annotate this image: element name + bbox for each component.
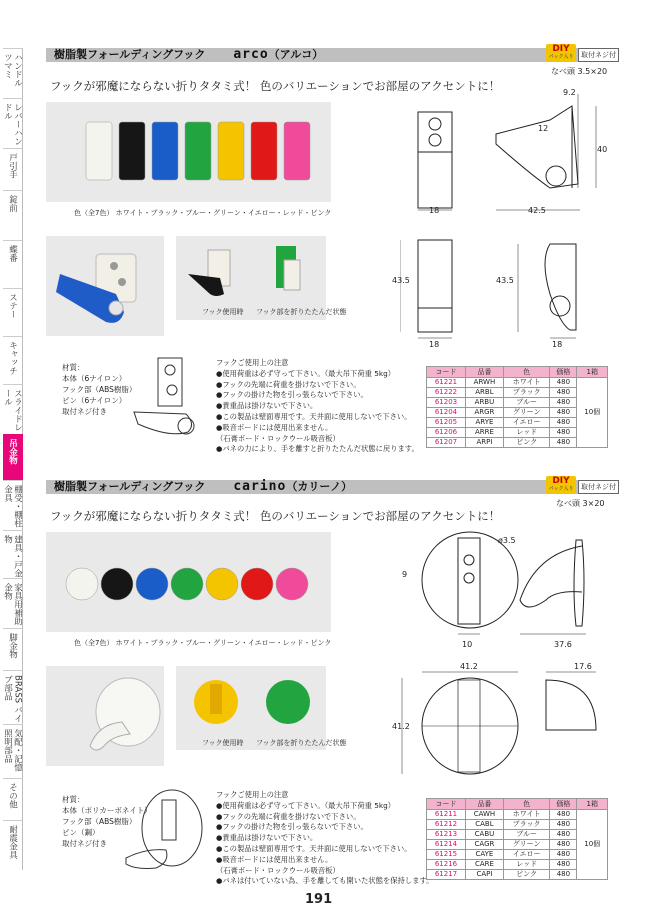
screw-size: なべ頭 3×20 [556, 499, 605, 508]
exploded-drawing [130, 352, 210, 448]
price-cell: 480 [550, 408, 577, 418]
part-number-cell: CAYE [465, 850, 503, 860]
color-swatch [86, 122, 112, 180]
code-cell: 61215 [427, 850, 466, 860]
code-cell: 61222 [427, 388, 466, 398]
use-caption: フック使用時 [202, 739, 244, 747]
part-number-cell: ARBL [465, 388, 503, 398]
sidebar-tab-pull[interactable]: 戸引手 [3, 148, 23, 190]
product-name: arco [233, 47, 269, 62]
diy-badge: DIY パック入り [546, 476, 576, 494]
section-header-carino [46, 480, 590, 494]
sidebar-tab-legs[interactable]: 脚金物 [3, 628, 23, 670]
part-number-cell: CAPI [465, 870, 503, 880]
section-header-arco [46, 48, 590, 62]
color-swatch [101, 568, 133, 600]
part-number-cell: CARE [465, 860, 503, 870]
box-qty-cell: 10個 [577, 378, 608, 448]
sidebar-tab-seismic[interactable]: 耐震金具 [3, 820, 23, 870]
color-swatch [276, 568, 308, 600]
usage-notes: フックご使用上の注意 ●使用荷重は必ず守って下さい。（最大吊下荷重 5kg） ●フックの先端に荷重を掛けないで下さい。 ●フックの掛けた物を引っ張らないで下さい。 ●貴重品は掛けないで下さい。 ●この製品は壁面専用です。天井面に使用しないで下さい。 ●吸音ボードには使用出来ません。 （石膏ボード・ロックウール吸音板） ●バネの力により、手を離すと折りたたんだ状態に戻ります。 [216, 358, 419, 454]
page-number: 191 [305, 892, 333, 907]
color-cell: ピンク [503, 870, 549, 880]
code-cell: 61214 [427, 840, 466, 850]
color-swatch [136, 568, 168, 600]
material-list: 材質： 本体（ポリカーボネイト） フック部（ABS樹脂） ピン（鋼） 取付ネジ付き [62, 795, 152, 848]
sidebar-tab-furniture[interactable]: 家具用補助金物 [3, 578, 23, 628]
color-cell: ホワイト [503, 378, 549, 388]
dim-18-side: 18 [552, 340, 563, 349]
dim-12: 12 [538, 124, 549, 133]
color-cell: ブルー [503, 398, 549, 408]
dim-9-2: 9.2 [563, 88, 576, 97]
code-cell: 61217 [427, 870, 466, 880]
dim-18-top: 18 [429, 206, 440, 215]
part-number-cell: ARPI [465, 438, 503, 448]
color-cell: レッド [503, 428, 549, 438]
product-tagline: フックが邪魔にならない折りタタミ式！ 色のバリエーションでお部屋のアクセントに！ [50, 509, 501, 523]
diy-badge: DIY パック入り [546, 44, 576, 62]
code-cell: 61203 [427, 398, 466, 408]
carino-swatches [46, 532, 331, 632]
dim-43-5-side: 43.5 [496, 276, 514, 285]
part-number-cell: ARYE [465, 418, 503, 428]
color-swatch [284, 122, 310, 180]
dim-41-2-height: 41.2 [392, 722, 410, 731]
part-number-cell: CABL [465, 820, 503, 830]
fold-caption: フック部を折りたたんだ状態 [256, 308, 347, 316]
part-number-cell: ARRE [465, 428, 503, 438]
price-cell: 480 [550, 438, 577, 448]
code-cell: 61211 [427, 810, 466, 820]
sidebar-tab-hanging[interactable]: 吊金物 [3, 434, 23, 480]
screw-included-tag: 取付ネジ付 [578, 48, 619, 62]
sidebar-tab-lock[interactable]: 錠前 [3, 190, 23, 240]
price-cell: 480 [550, 820, 577, 830]
carino-dimension-drawing [396, 530, 606, 780]
color-cell: ホワイト [503, 810, 549, 820]
code-cell: 61206 [427, 428, 466, 438]
hook-photo-open [46, 666, 164, 766]
colors-caption: 色（全7色） ホワイト・ブラック・ブルー・グリーン・イエロー・レッド・ピンク [74, 209, 332, 217]
screw-size: なべ頭 3.5×20 [551, 67, 608, 76]
price-cell: 480 [550, 810, 577, 820]
price-cell: 480 [550, 850, 577, 860]
colors-caption: 色（全7色） ホワイト・ブラック・ブルー・グリーン・イエロー・レッド・ピンク [74, 639, 332, 647]
color-cell: ブラック [503, 388, 549, 398]
arco-dimension-drawing [400, 84, 610, 346]
color-swatch [206, 568, 238, 600]
part-number-cell: CABU [465, 830, 503, 840]
part-number-cell: CAWH [465, 810, 503, 820]
fold-caption: フック部を折りたたんだ状態 [256, 739, 347, 747]
sidebar-tab-other[interactable]: その他 [3, 778, 23, 820]
color-cell: レッド [503, 860, 549, 870]
color-swatch [119, 122, 145, 180]
product-name: carino [233, 479, 287, 494]
section-title: 樹脂製フォールディングフック [54, 480, 206, 493]
dim-18-front: 18 [429, 340, 440, 349]
sidebar-tab-handle[interactable]: ハンドル ツマミ [3, 48, 23, 98]
hook-photo-open [46, 236, 164, 336]
dim-40: 40 [597, 145, 608, 154]
price-cell: 480 [550, 398, 577, 408]
color-cell: イエロー [503, 418, 549, 428]
sidebar-tab-catch[interactable]: キャッチ [3, 336, 23, 384]
box-qty-cell: 10個 [577, 810, 608, 880]
color-swatch [152, 122, 178, 180]
dim-37-6: 37.6 [554, 640, 572, 649]
table-row [427, 378, 608, 388]
sidebar-tab-slide-rail[interactable]: スライドレール [3, 384, 23, 434]
sidebar-tab-lighting[interactable]: 気配・記憶 照明部品 [3, 724, 23, 778]
product-kana: （カリーノ） [286, 480, 353, 493]
exploded-drawing [116, 784, 206, 880]
price-cell: 480 [550, 428, 577, 438]
section-title: 樹脂製フォールディングフック [54, 48, 206, 61]
sidebar-tab-door[interactable]: 建具・戸金物 [3, 530, 23, 578]
code-cell: 61216 [427, 860, 466, 870]
sidebar-tab-lever[interactable]: レバーハンドル [3, 98, 23, 148]
code-cell: 61207 [427, 438, 466, 448]
color-cell: ピンク [503, 438, 549, 448]
sidebar-tab-shelf[interactable]: 棚受・棚柱金具 [3, 480, 23, 530]
code-cell: 61213 [427, 830, 466, 840]
price-cell: 480 [550, 378, 577, 388]
price-cell: 480 [550, 830, 577, 840]
table-row [427, 810, 608, 820]
color-variation-photo [46, 102, 331, 202]
price-cell: 480 [550, 840, 577, 850]
color-cell: イエロー [503, 850, 549, 860]
part-number-cell: CAGR [465, 840, 503, 850]
product-tagline: フックが邪魔にならない折りタタミ式！ 色のバリエーションでお部屋のアクセントに！ [50, 79, 501, 93]
price-cell: 480 [550, 860, 577, 870]
material-list: 材質： 本体（6ナイロン） フック部（ABS樹脂） ピン（6ナイロン） 取付ネジ付き [62, 363, 137, 416]
part-number-cell: ARGR [465, 408, 503, 418]
usage-notes: フックご使用上の注意 ●使用荷重は必ず守って下さい。（最大吊下荷重 5kg） ●フックの先端に荷重を掛けないで下さい。 ●フックの掛けた物を引っ張らないで下さい。 ●貴重品は掛けないで下さい。 ●この製品は壁面専用です。天井面に使用しないで下さい。 ●吸音ボードには使用出来ません。 （石膏ボード・ロックウール吸音板） ●バネは付いていない為、手を離しても開いた状態を保持します。 [216, 790, 434, 886]
sidebar-tab-stay[interactable]: ステー [3, 288, 23, 336]
code-cell: 61204 [427, 408, 466, 418]
dim-hole-3-5: ø3.5 [498, 536, 516, 545]
carino-product-table: コード 品番 色 価格 1箱 61211 CAWH ホワイト 480 10個 61212 CABL ブラック 480 61213 CABU ブルー 480 61214 CAGR グリーン 480 61215 CAYE イエロー 480 61216 CARE レッド 480 61217 CAPI ピンク 480 [426, 798, 608, 880]
color-swatch [185, 122, 211, 180]
screw-included-tag: 取付ネジ付 [578, 480, 619, 494]
dim-10: 10 [462, 640, 473, 649]
color-variation-photo [46, 532, 331, 632]
dim-42-5: 42.5 [528, 206, 546, 215]
part-number-cell: ARWH [465, 378, 503, 388]
price-cell: 480 [550, 388, 577, 398]
color-swatch [171, 568, 203, 600]
color-cell: ブラック [503, 820, 549, 830]
dim-41-2-width: 41.2 [460, 662, 478, 671]
color-swatch [218, 122, 244, 180]
dim-9: 9 [402, 570, 408, 579]
color-swatch [251, 122, 277, 180]
arco-swatches [46, 102, 331, 202]
part-number-cell: ARBU [465, 398, 503, 408]
price-cell: 480 [550, 418, 577, 428]
color-cell: グリーン [503, 840, 549, 850]
sidebar-tab-hinge[interactable]: 蝶番 [3, 240, 23, 288]
sidebar-index [0, 40, 24, 900]
color-swatch [241, 568, 273, 600]
product-kana: （アルコ） [268, 48, 324, 61]
code-cell: 61212 [427, 820, 466, 830]
code-cell: 61221 [427, 378, 466, 388]
dim-17-6: 17.6 [574, 662, 592, 671]
price-cell: 480 [550, 870, 577, 880]
dim-43-5-front: 43.5 [392, 276, 410, 285]
arco-product-table: コード 品番 色 価格 1箱 61221 ARWH ホワイト 480 10個 61222 ARBL ブラック 480 61203 ARBU ブルー 480 61204 ARGR グリーン 480 61205 ARYE イエロー 480 61206 ARRE レッド 480 61207 ARPI ピンク 480 [426, 366, 608, 448]
color-cell: ブルー [503, 830, 549, 840]
code-cell: 61205 [427, 418, 466, 428]
color-swatch [66, 568, 98, 600]
color-cell: グリーン [503, 408, 549, 418]
sidebar-tab-brass[interactable]: BRASS バイブ部品 [3, 670, 23, 724]
use-caption: フック使用時 [202, 308, 244, 316]
